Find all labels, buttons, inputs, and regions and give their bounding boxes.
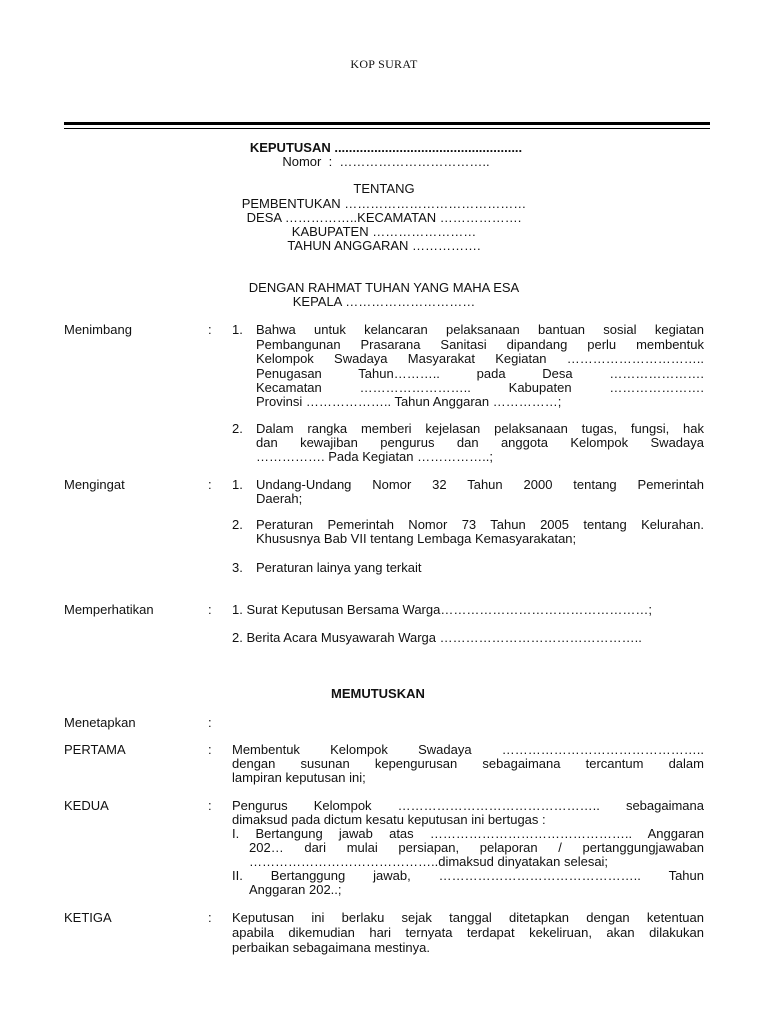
section-label-memperhatikan: Memperhatikan bbox=[64, 602, 154, 617]
kedua-line-7: Anggaran 202..; bbox=[249, 882, 342, 897]
section-label-mengingat: Mengingat bbox=[64, 477, 125, 492]
mengingat-item-1-line-2: Daerah; bbox=[256, 491, 303, 506]
letterhead-label: KOP SURAT bbox=[350, 57, 418, 71]
section-label-menimbang: Menimbang bbox=[64, 322, 132, 337]
section-label-ketiga: KETIGA bbox=[64, 910, 112, 925]
kedua-line-1: Pengurus Kelompok ……………………………………….. sebagaimana bbox=[232, 798, 704, 813]
kedua-line-3: I. Bertangung jawab atas ……………………………………….. Anggaran bbox=[232, 826, 704, 841]
kedua-line-4: 202… dari mulai persiapan, pelaporan / pertanggungjawaban bbox=[249, 840, 704, 855]
section-colon: : bbox=[208, 742, 212, 757]
invocation-line: DENGAN RAHMAT TUHAN YANG MAHA ESA bbox=[248, 280, 520, 295]
section-colon: : bbox=[208, 322, 212, 337]
decree-subject-line-1: PEMBENTUKAN …………………………………… bbox=[241, 196, 527, 211]
list-number: 2. bbox=[232, 421, 243, 436]
section-colon: : bbox=[208, 798, 212, 813]
kedua-line-2: dimaksud pada dictum kesatu keputusan ini bertugas : bbox=[232, 812, 546, 827]
decision-heading: MEMUTUSKAN bbox=[331, 686, 425, 701]
kedua-line-6: II. Bertanggung jawab, ……………………………………….. Tahun bbox=[232, 868, 704, 883]
list-number: 3. bbox=[232, 560, 243, 575]
menimbang-item-2-line-1: Dalam rangka memberi kejelasan pelaksanaan tugas, fungsi, hak bbox=[256, 421, 704, 436]
ketiga-line-2: apabila dikemudian hari ternyata terdapat kekeliruan, akan dilakukan bbox=[232, 925, 704, 940]
menimbang-item-1-line-1: Bahwa untuk kelancaran pelaksanaan bantuan sosial kegiatan bbox=[256, 322, 704, 337]
mengingat-item-1-line-1: Undang-Undang Nomor 32 Tahun 2000 tentang Pemerintah bbox=[256, 477, 704, 492]
section-colon: : bbox=[208, 910, 212, 925]
memperhatikan-item-1: 1. Surat Keputusan Bersama Warga…………………………………………; bbox=[232, 602, 652, 617]
issuer-line: KEPALA ………………………… bbox=[292, 294, 476, 309]
menimbang-item-1-line-6: Provinsi ……………….. Tahun Anggaran ……………; bbox=[256, 394, 562, 409]
decree-about-heading: TENTANG bbox=[353, 181, 415, 196]
section-label-menetapkan: Menetapkan bbox=[64, 715, 136, 730]
decree-title: KEPUTUSAN .................................................... bbox=[249, 140, 523, 155]
list-number: 2. bbox=[232, 517, 243, 532]
mengingat-item-2-line-2: Khususnya Bab VII tentang Lembaga Kemasyarakatan; bbox=[256, 531, 577, 546]
menimbang-item-1-line-3: Kelompok Swadaya Masyarakat Kegiatan ………………………….. bbox=[256, 351, 704, 366]
decree-subject-line-2: DESA ……………..KECAMATAN ………………. bbox=[246, 210, 522, 225]
ketiga-line-1: Keputusan ini berlaku sejak tanggal ditetapkan dengan ketentuan bbox=[232, 910, 704, 925]
list-number: 1. bbox=[232, 477, 243, 492]
decree-subject-line-4: TAHUN ANGGARAN ……………. bbox=[287, 238, 481, 253]
mengingat-item-2-line-1: Peraturan Pemerintah Nomor 73 Tahun 2005 tentang Kelurahan. bbox=[256, 517, 704, 532]
decree-number: Nomor : …………………………….. bbox=[282, 154, 490, 169]
decree-subject-line-3: KABUPATEN …………………… bbox=[291, 224, 477, 239]
mengingat-item-3-line-1: Peraturan lainya yang terkait bbox=[256, 560, 422, 575]
section-label-pertama: PERTAMA bbox=[64, 742, 126, 757]
ketiga-line-3: perbaikan sebagaimana mestinya. bbox=[232, 940, 431, 955]
section-colon: : bbox=[208, 477, 212, 492]
menimbang-item-2-line-3: ……………. Pada Kegiatan ……………..; bbox=[256, 449, 493, 464]
kedua-line-5: ……………………………………..dimaksud dinyatakan selesai; bbox=[249, 854, 609, 869]
pertama-line-1: Membentuk Kelompok Swadaya ……………………………………….. bbox=[232, 742, 704, 757]
section-colon: : bbox=[208, 715, 212, 730]
letterhead-rule-thin bbox=[64, 128, 710, 129]
letterhead-rule-thick bbox=[64, 122, 710, 125]
menimbang-item-1-line-2: Pembangunan Prasarana Sanitasi dipandang perlu membentuk bbox=[256, 337, 704, 352]
menimbang-item-1-line-4: Penugasan Tahun……….. pada Desa …………………. bbox=[256, 366, 704, 381]
menimbang-item-2-line-2: dan kewajiban pengurus dan anggota Kelompok Swadaya bbox=[256, 435, 704, 450]
memperhatikan-item-2: 2. Berita Acara Musyawarah Warga ……………………………………….. bbox=[232, 630, 642, 645]
menimbang-item-1-line-5: Kecamatan …………………….. Kabupaten …………………. bbox=[256, 380, 704, 395]
list-number: 1. bbox=[232, 322, 243, 337]
pertama-line-3: lampiran keputusan ini; bbox=[232, 770, 366, 785]
pertama-line-2: dengan susunan kepengurusan sebagaimana tercantum dalam bbox=[232, 756, 704, 771]
section-label-kedua: KEDUA bbox=[64, 798, 109, 813]
section-colon: : bbox=[208, 602, 212, 617]
